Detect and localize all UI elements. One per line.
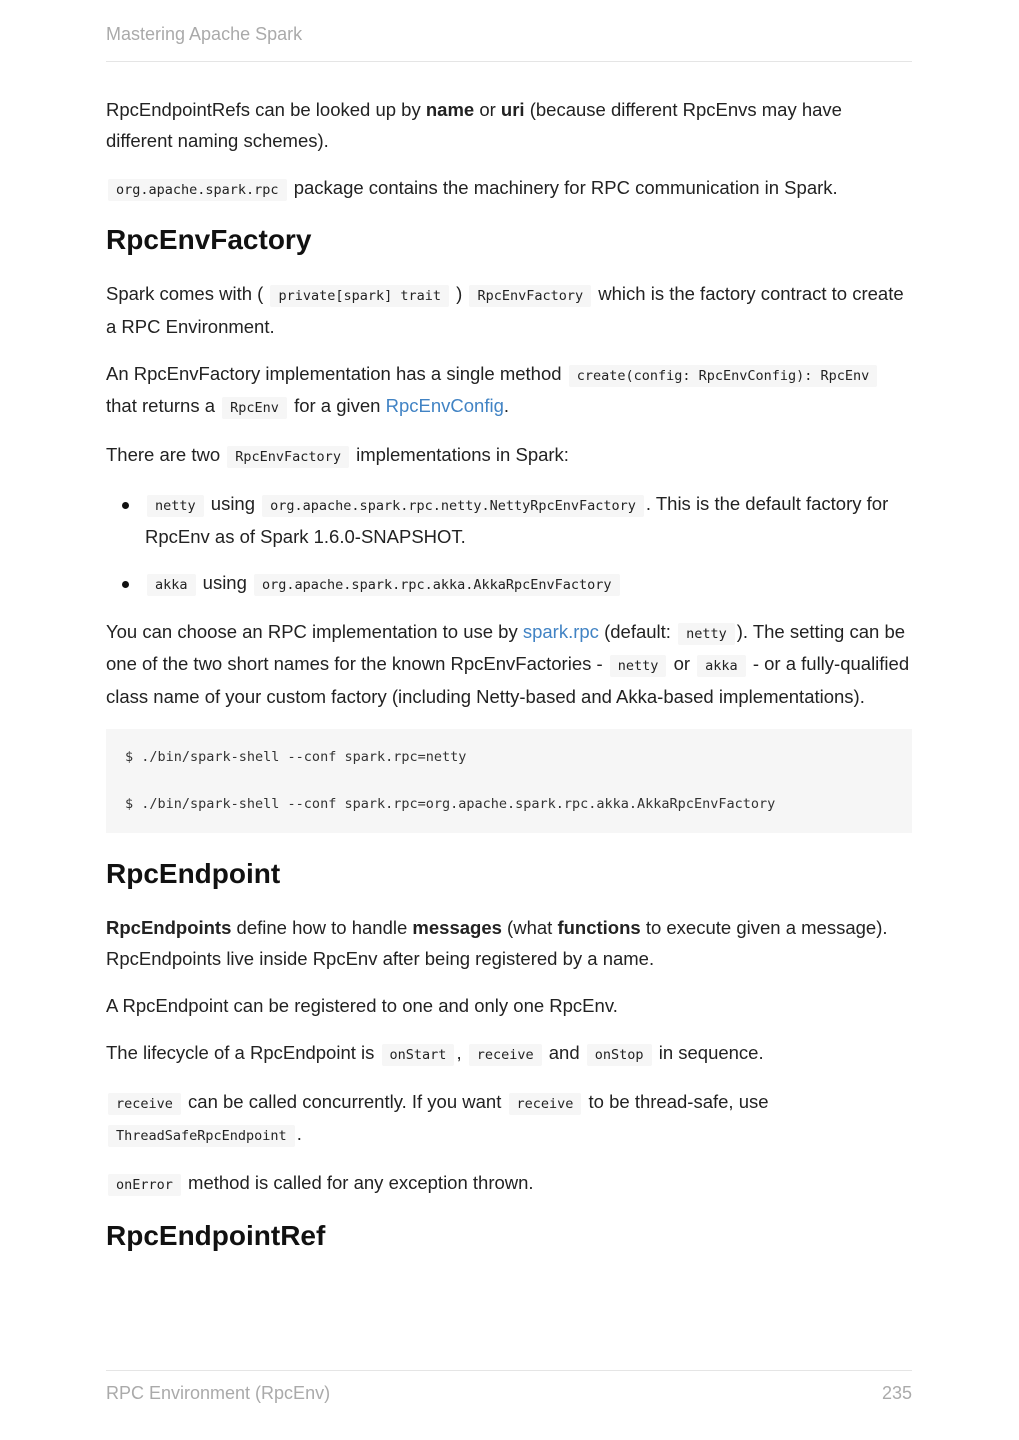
text-run: (because different RpcEnvs may have different naming schemes). xyxy=(106,99,842,151)
text-run: The lifecycle of a RpcEndpoint is xyxy=(106,1041,380,1063)
code-block xyxy=(106,729,912,834)
text-run: You can choose an RPC implementation to use by xyxy=(106,620,523,642)
paragraph xyxy=(106,913,912,974)
bold-text: name xyxy=(425,99,475,120)
paragraph xyxy=(106,359,912,424)
text-run: - or a fully-qualified class name of your custom factory (including Netty-based and Akka-based implementations). xyxy=(106,653,910,707)
section-heading: RpcEndpoint xyxy=(106,858,281,889)
text-run: (default: xyxy=(598,620,677,642)
paragraph xyxy=(106,173,912,206)
text-run: method is called for any exception thrown. xyxy=(182,1172,534,1193)
inline-code: netty xyxy=(610,655,667,677)
inline-code: org.apache.spark.rpc.akka.AkkaRpcEnvFactory xyxy=(254,574,620,596)
list-item xyxy=(145,568,912,601)
inline-code: RpcEnvFactory xyxy=(227,446,349,468)
text-run: or xyxy=(668,653,696,674)
inline-code: create(config: RpcEnvConfig): RpcEnv xyxy=(569,365,878,387)
link[interactable]: spark.rpc xyxy=(522,620,599,642)
paragraph xyxy=(106,279,912,342)
text-run: to execute given a message). RpcEndpoints live inside RpcEnv after being registered by a name. xyxy=(106,917,888,969)
inline-code: onStop xyxy=(587,1044,652,1066)
text-run: implementations in Spark: xyxy=(350,444,569,465)
text-run: Spark comes with ( xyxy=(106,283,269,304)
bullet-icon xyxy=(122,581,129,588)
inline-code: onStart xyxy=(382,1044,455,1066)
text-run: There are two xyxy=(106,444,226,465)
text-run: and xyxy=(543,1041,585,1063)
text-run: for a given xyxy=(288,395,386,416)
text-run: . xyxy=(503,395,510,416)
text-run: RpcEndpointRefs can be looked up by xyxy=(106,99,426,120)
text-run: can be called concurrently. If you want xyxy=(182,1090,507,1112)
page-number: 235 xyxy=(881,1383,912,1403)
inline-code: org.apache.spark.rpc.netty.NettyRpcEnvFactory xyxy=(262,495,644,517)
inline-code: akka xyxy=(147,574,196,596)
bullet-list xyxy=(106,489,912,601)
paragraph xyxy=(106,1168,912,1201)
text-run: in sequence. xyxy=(653,1041,764,1063)
text-run: (what xyxy=(501,917,558,938)
code-line: $ ./bin/spark-shell --conf spark.rpc=netty xyxy=(125,748,467,765)
section-heading: RpcEndpointRef xyxy=(106,1219,326,1251)
bold-text: messages xyxy=(412,917,502,938)
inline-code: akka xyxy=(697,655,746,677)
text-run: to be thread-safe, use xyxy=(583,1090,769,1112)
text-run: using xyxy=(205,493,261,514)
link[interactable]: RpcEnvConfig xyxy=(385,395,504,416)
bullet-icon xyxy=(122,502,129,509)
text-run: . This is the default factory for RpcEnv as of Spark 1.6.0-SNAPSHOT. xyxy=(145,493,889,547)
text-run: using xyxy=(197,572,253,593)
inline-code: receive xyxy=(108,1093,181,1115)
paragraph xyxy=(106,1087,912,1152)
text-run: package contains the machinery for RPC communication in Spark. xyxy=(288,176,838,198)
paragraph xyxy=(106,95,912,156)
inline-code: private[spark] trait xyxy=(270,285,449,307)
code-line: $ ./bin/spark-shell --conf spark.rpc=org.apache.spark.rpc.akka.AkkaRpcEnvFactory xyxy=(125,795,776,812)
list-item xyxy=(145,489,912,552)
section-heading: RpcEnvFactory xyxy=(106,224,312,255)
text-run: which is the factory contract to create a RPC Environment. xyxy=(106,283,904,337)
inline-code: RpcEnv xyxy=(222,397,287,419)
text-run: An RpcEnvFactory implementation has a single method xyxy=(106,362,567,384)
running-header: Mastering Apache Spark xyxy=(106,24,912,62)
running-footer xyxy=(106,1370,912,1404)
text-run: A RpcEndpoint can be registered to one and only one RpcEnv. xyxy=(106,994,618,1016)
inline-code: org.apache.spark.rpc xyxy=(108,179,287,201)
footer-chapter: RPC Environment (RpcEnv) xyxy=(106,1383,331,1403)
text-run: . xyxy=(296,1123,302,1144)
paragraph xyxy=(106,1038,912,1071)
text-run: , xyxy=(456,1041,467,1063)
text-run: define how to handle xyxy=(231,917,413,938)
inline-code: receive xyxy=(469,1044,542,1066)
bold-text: RpcEndpoints xyxy=(106,917,232,938)
text-run: ) xyxy=(451,283,468,304)
paragraph xyxy=(106,617,912,713)
inline-code: onError xyxy=(108,1174,181,1196)
code-line xyxy=(125,769,893,793)
text-run: that returns a xyxy=(106,395,221,416)
inline-code: netty xyxy=(147,495,204,517)
inline-code: receive xyxy=(509,1093,582,1115)
paragraph xyxy=(106,991,912,1022)
inline-code: netty xyxy=(678,623,735,645)
paragraph xyxy=(106,440,912,473)
page-content xyxy=(106,95,912,1275)
text-run: ). The setting can be one of the two short names for the known RpcEnvFactories - xyxy=(106,620,906,674)
inline-code: ThreadSafeRpcEndpoint xyxy=(108,1125,295,1147)
inline-code: RpcEnvFactory xyxy=(469,285,591,307)
bold-text: uri xyxy=(500,99,525,120)
text-run: or xyxy=(474,99,501,120)
bold-text: functions xyxy=(557,917,641,938)
